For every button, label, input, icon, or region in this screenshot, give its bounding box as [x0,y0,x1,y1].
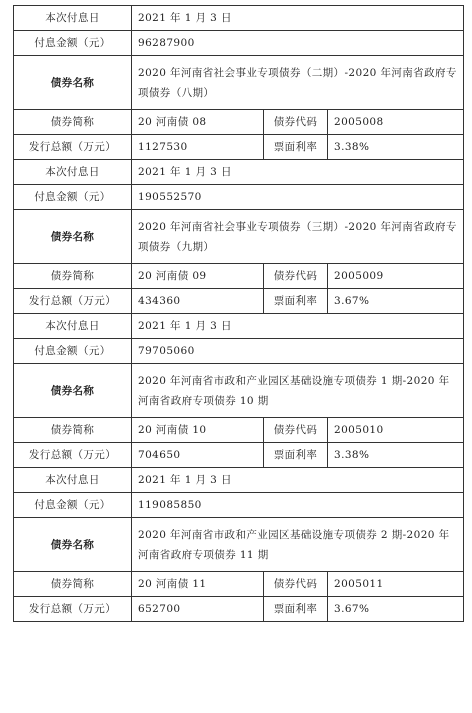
bond-name-value: 2020 年河南省社会事业专项债券（三期）-2020 年河南省政府专项债券（九期） [132,210,464,264]
row-pay-amount [14,339,464,364]
row-pay-amount [14,31,464,56]
row-short-name-code [14,418,464,443]
code-label: 债券代码 [264,110,328,135]
row-issue-coupon [14,443,464,468]
pay-amount-value: 96287900 [132,31,464,56]
code-value: 2005010 [328,418,464,443]
code-label: 债券代码 [264,572,328,597]
code-label: 债券代码 [264,418,328,443]
short-name-label: 债券简称 [14,110,132,135]
coupon-value: 3.67% [328,289,464,314]
issue-total-label: 发行总额（万元） [14,135,132,160]
issue-total-label: 发行总额（万元） [14,289,132,314]
bond-name-label: 债券名称 [14,210,132,264]
coupon-label: 票面利率 [264,597,328,622]
pay-amount-value: 79705060 [132,339,464,364]
row-short-name-code [14,264,464,289]
row-pay-date [14,468,464,493]
short-name-value: 20 河南债 11 [132,572,264,597]
row-bond-name [14,364,464,418]
bond-name-value: 2020 年河南省市政和产业园区基础设施专项债券 1 期-2020 年河南省政府专项债券 10 期 [132,364,464,418]
row-pay-date [14,160,464,185]
bond-name-label: 债券名称 [14,518,132,572]
bond-name-label: 债券名称 [14,364,132,418]
pay-amount-label: 付息金额（元） [14,339,132,364]
pay-date-value: 2021 年 1 月 3 日 [132,160,464,185]
row-bond-name [14,56,464,110]
pay-date-label: 本次付息日 [14,314,132,339]
short-name-value: 20 河南债 08 [132,110,264,135]
pay-amount-label: 付息金额（元） [14,31,132,56]
issue-total-label: 发行总额（万元） [14,443,132,468]
row-pay-amount [14,493,464,518]
pay-date-label: 本次付息日 [14,160,132,185]
short-name-value: 20 河南债 10 [132,418,264,443]
short-name-label: 债券简称 [14,264,132,289]
row-short-name-code [14,110,464,135]
coupon-label: 票面利率 [264,443,328,468]
row-pay-date [14,314,464,339]
row-pay-amount [14,185,464,210]
pay-date-value: 2021 年 1 月 3 日 [132,314,464,339]
row-bond-name [14,518,464,572]
coupon-value: 3.67% [328,597,464,622]
short-name-label: 债券简称 [14,572,132,597]
short-name-value: 20 河南债 09 [132,264,264,289]
coupon-value: 3.38% [328,443,464,468]
row-issue-coupon [14,289,464,314]
code-value: 2005011 [328,572,464,597]
issue-total-value: 652700 [132,597,264,622]
issue-total-value: 1127530 [132,135,264,160]
pay-amount-value: 190552570 [132,185,464,210]
pay-date-label: 本次付息日 [14,6,132,31]
issue-total-value: 704650 [132,443,264,468]
bond-name-value: 2020 年河南省社会事业专项债券（二期）-2020 年河南省政府专项债券（八期） [132,56,464,110]
code-label: 债券代码 [264,264,328,289]
row-issue-coupon [14,135,464,160]
short-name-label: 债券简称 [14,418,132,443]
issue-total-value: 434360 [132,289,264,314]
coupon-label: 票面利率 [264,289,328,314]
coupon-label: 票面利率 [264,135,328,160]
row-short-name-code [14,572,464,597]
bond-interest-document [13,5,463,622]
coupon-value: 3.38% [328,135,464,160]
row-bond-name [14,210,464,264]
bond-interest-table [13,5,464,622]
row-pay-date [14,6,464,31]
issue-total-label: 发行总额（万元） [14,597,132,622]
pay-date-label: 本次付息日 [14,468,132,493]
code-value: 2005009 [328,264,464,289]
pay-date-value: 2021 年 1 月 3 日 [132,468,464,493]
pay-amount-value: 119085850 [132,493,464,518]
pay-amount-label: 付息金额（元） [14,493,132,518]
bond-name-value: 2020 年河南省市政和产业园区基础设施专项债券 2 期-2020 年河南省政府专项债券 11 期 [132,518,464,572]
row-issue-coupon [14,597,464,622]
pay-date-value: 2021 年 1 月 3 日 [132,6,464,31]
pay-amount-label: 付息金额（元） [14,185,132,210]
bond-name-label: 债券名称 [14,56,132,110]
code-value: 2005008 [328,110,464,135]
